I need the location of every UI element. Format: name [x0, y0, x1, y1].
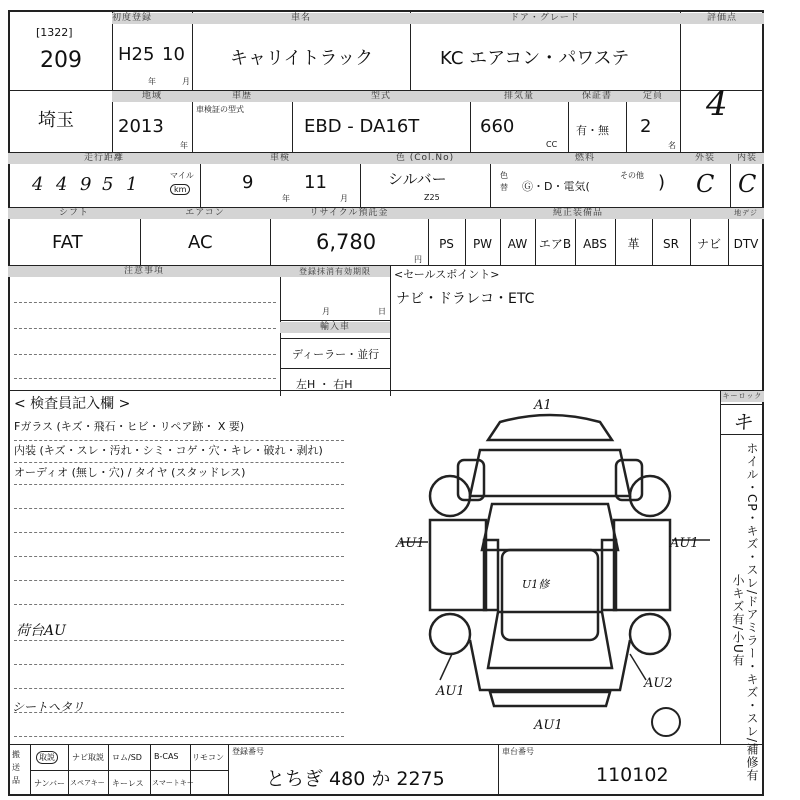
auction-number: [1322]	[36, 26, 73, 39]
header-recycle: リサイクル預託金	[270, 208, 428, 219]
manual-label: 取説	[36, 751, 58, 764]
attention-header: 注意事項	[8, 266, 280, 277]
header-color: 色 (Col.No)	[360, 153, 490, 164]
header-car-name: 車名	[192, 13, 410, 24]
mark-right: AU1	[670, 536, 699, 551]
registration-era: H25	[118, 44, 155, 65]
plate-header: 登録番号	[232, 747, 264, 756]
header-capacity: 定員	[626, 91, 680, 102]
deliverables-label: 搬送品	[12, 750, 20, 785]
windshield	[482, 504, 618, 550]
fuel-options: Ⓖ・D・電気(	[522, 180, 590, 193]
region: 埼玉	[38, 110, 74, 131]
header-aircon: エアコン	[140, 208, 270, 219]
option-airbag: エアB	[538, 237, 572, 251]
left-door	[430, 520, 486, 610]
inspection-month-unit: 月	[340, 194, 348, 203]
inspection-year-unit: 年	[282, 194, 290, 203]
front-left-wheel	[430, 476, 470, 516]
plate-number: とちぎ 480 か 2275	[266, 768, 445, 790]
capacity-unit: 名	[668, 141, 676, 150]
sales-point-header: <セールスポイント>	[394, 268, 500, 281]
color: シルバー	[388, 170, 447, 188]
navi-manual-label: ナビ取説	[72, 753, 104, 762]
header-displacement: 排気量	[470, 91, 568, 102]
year-unit: 年	[180, 141, 188, 150]
header-region: 地域	[112, 91, 192, 102]
import-header: 輸入車	[280, 322, 390, 333]
mile-label: マイル	[170, 171, 194, 180]
fuel-close: )	[658, 172, 666, 193]
rear-bumper	[490, 692, 610, 706]
chassis-header: 車台番号	[502, 747, 534, 756]
option-ps: PS	[439, 237, 454, 251]
deadline-month: 月	[322, 307, 330, 316]
header-genuine: 純正装備品	[428, 208, 728, 219]
header-history: 車歴	[192, 91, 292, 102]
front-right-wheel	[630, 476, 670, 516]
shift: FAT	[52, 232, 83, 253]
dealer-parallel: ディーラー・並行	[292, 348, 380, 361]
car-diagram	[380, 400, 720, 745]
inspection-month: 11	[304, 172, 327, 193]
rear-deck	[470, 640, 630, 690]
header-model-type: 型式	[292, 91, 470, 102]
header-shift: シフト	[8, 208, 140, 219]
lot-number: 209	[40, 48, 82, 73]
inspector-title: < 検査員記入欄 >	[14, 396, 131, 412]
capacity: 2	[640, 116, 652, 137]
header-doors-grade: ドア・グレード	[410, 13, 680, 24]
recycle-fee: 6,780	[316, 230, 377, 254]
side-note-wheel: ホイル・CP・キズ・スレ	[745, 442, 759, 590]
option-abs: ABS	[583, 237, 607, 251]
header-exterior: 外装	[680, 153, 730, 164]
key-lock-value: キ	[732, 410, 752, 434]
spare-circle	[652, 708, 680, 736]
mark-center: U1修	[522, 578, 550, 591]
rear-left-wheel	[430, 614, 470, 654]
handwritten-seat-note: シートへタリ	[12, 700, 85, 714]
displacement: 660	[480, 116, 515, 137]
inspector-interior: 内装 (キズ・スレ・汚れ・シミ・コゲ・穴・キレ・破れ・剥れ)	[14, 444, 323, 457]
mileage-digit: 4	[32, 174, 44, 195]
inspector-glass: Fガラス (キズ・飛石・ヒビ・リペア跡・ X 要)	[14, 420, 245, 433]
sales-point: ナビ・ドラレコ・ETC	[396, 291, 535, 307]
chassis-number: 110102	[596, 764, 669, 786]
mark-rear: AU1	[534, 718, 563, 733]
option-pw: PW	[472, 237, 493, 251]
rear-right-wheel	[630, 614, 670, 654]
registration-month: 10	[162, 44, 185, 65]
reg-year-unit: 年	[148, 77, 156, 86]
cc-unit: CC	[546, 140, 558, 149]
rear-left-pointer	[440, 654, 452, 680]
option-leather: 革	[627, 237, 640, 251]
rom-label: ロム/SD	[112, 753, 142, 762]
side-note-scratch: 小キズ有/小U有	[731, 574, 745, 667]
header-mileage: 走行距離	[8, 153, 200, 164]
smart-key-label: スマートキー	[152, 779, 194, 787]
right-door	[614, 520, 670, 610]
mileage-digit: 5	[102, 174, 114, 195]
header-interior: 内装	[730, 153, 764, 164]
mark-left: AU1	[396, 536, 425, 551]
reg-month-unit: 月	[182, 77, 190, 86]
color-change: 色替	[500, 171, 508, 192]
option-dtv: DTV	[733, 237, 759, 251]
aircon: AC	[188, 232, 213, 253]
bcas-label: B-CAS	[154, 752, 179, 761]
km-label: km	[170, 184, 190, 195]
model-name: キャリイトラック	[230, 48, 374, 69]
remote-label: リモコン	[192, 753, 224, 762]
header-score: 評価点	[680, 13, 764, 24]
mark-front: A1	[534, 398, 552, 413]
exterior-grade: C	[696, 170, 715, 198]
grade: KC エアコン・パワステ	[440, 48, 630, 69]
mileage-digit: 4	[56, 174, 68, 195]
number-label: ナンバー	[34, 779, 66, 788]
front-bumper	[488, 415, 612, 440]
handle-side: 左H ・ 右H	[296, 378, 353, 391]
header-tv: 地デジ	[728, 208, 764, 219]
option-navi: ナビ	[696, 237, 721, 251]
spare-key-label: スペアキー	[70, 779, 105, 787]
roof	[502, 550, 598, 640]
inspection-year: 9	[242, 172, 254, 193]
side-note-mirror: /ドアミラー・キズ・スレ/補修有	[745, 590, 759, 783]
keyless-label: キーレス	[112, 779, 144, 788]
score-value: 4	[706, 84, 728, 124]
interior-grade: C	[738, 170, 757, 198]
option-sunroof: SR	[663, 237, 679, 251]
mileage-digit: 1	[126, 174, 138, 195]
key-lock-header: キーロック	[722, 392, 763, 400]
header-inspection: 車検	[200, 153, 360, 164]
header-warranty: 保証書	[568, 91, 626, 102]
model-type: EBD - DA16T	[304, 116, 420, 137]
mark-rear-left: AU1	[436, 684, 465, 699]
mark-rear-right: AU2	[644, 676, 673, 691]
reg-deadline-header: 登録抹消有効期限	[280, 266, 390, 277]
fuel-other: その他	[620, 171, 644, 180]
mileage-digit: 9	[80, 174, 92, 195]
deadline-day: 日	[378, 307, 386, 316]
hood	[470, 450, 630, 496]
handwritten-bed-note: 荷台AU	[16, 623, 66, 639]
header-fuel: 燃料	[490, 153, 680, 164]
warranty: 有・無	[576, 124, 609, 137]
year: 2013	[118, 116, 164, 137]
history-note: 車検証の型式	[196, 105, 244, 114]
yen-unit: 円	[414, 255, 422, 264]
header-first-reg: 初度登録	[112, 13, 192, 24]
option-aw: AW	[507, 237, 528, 251]
color-code: Z25	[424, 193, 440, 202]
inspector-audio-tire: オーディオ (無し・穴) / タイヤ (スタッドレス)	[14, 466, 246, 479]
